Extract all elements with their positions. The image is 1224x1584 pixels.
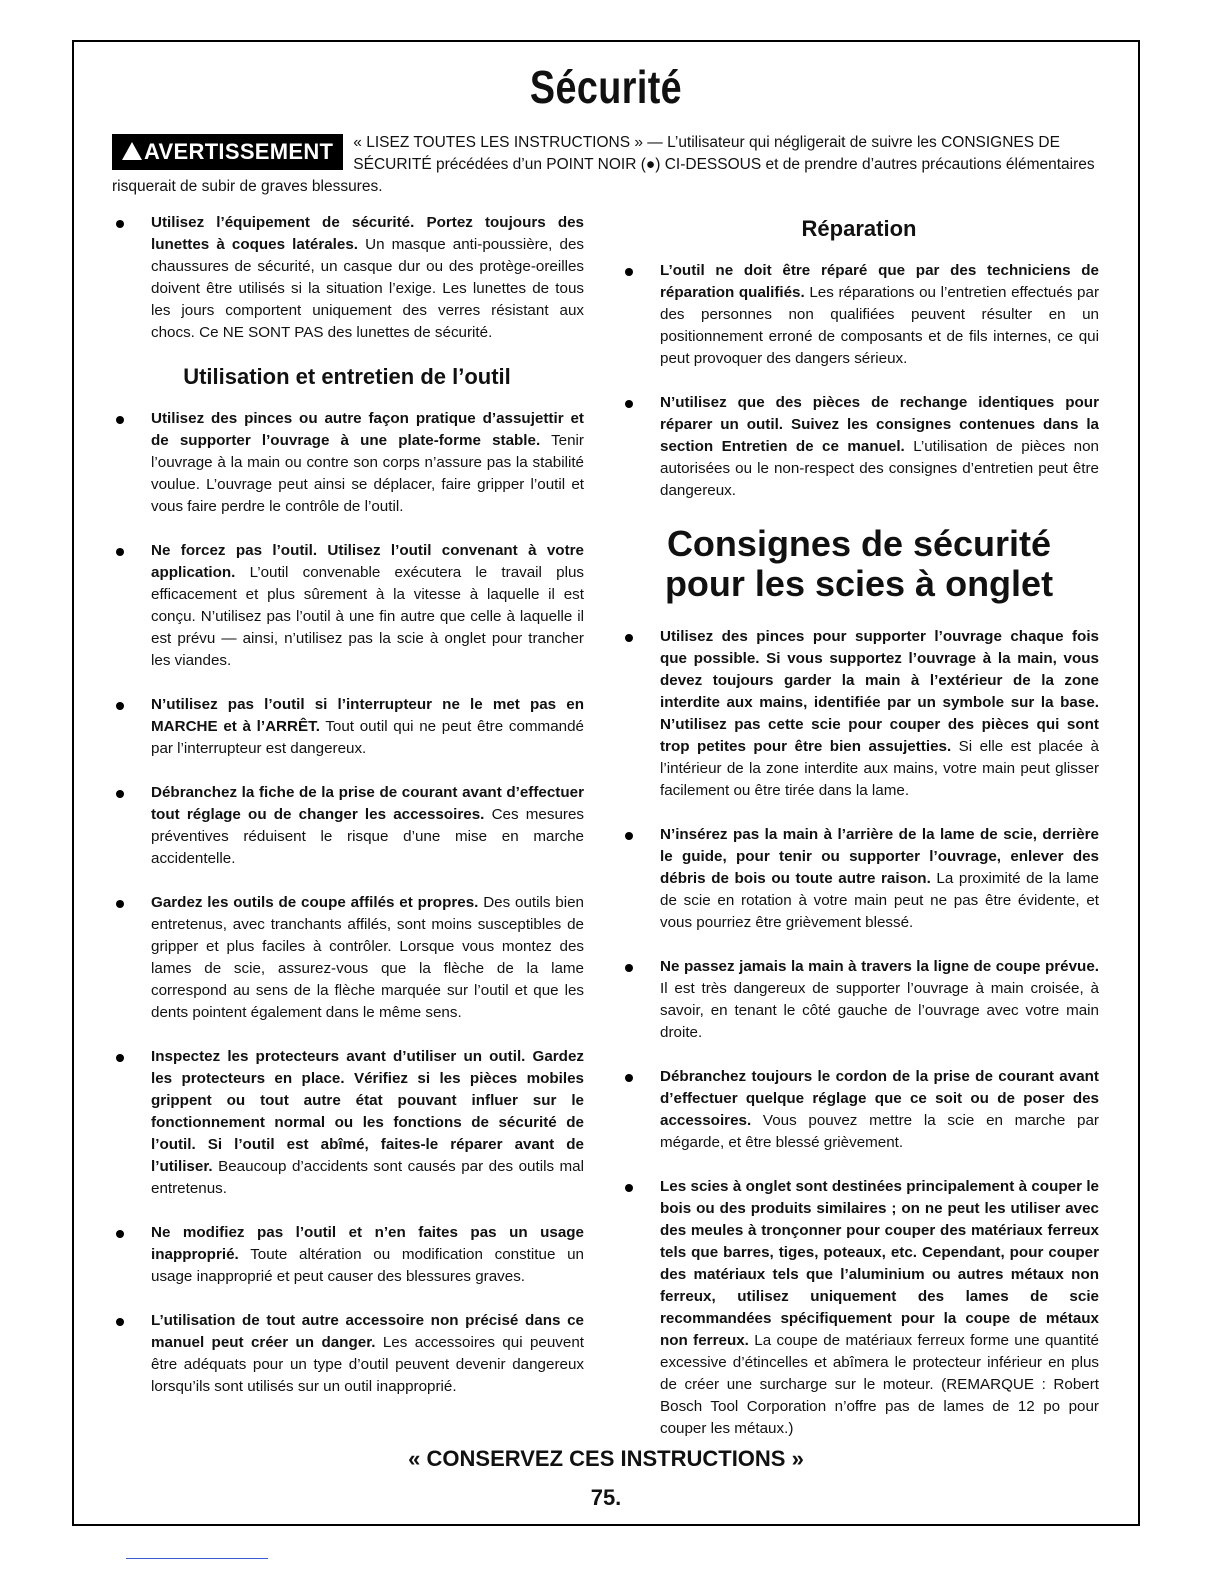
list-item: L’outil ne doit être réparé que par des techniciens de réparation qualifiés. Les réparations ou l’entretien effectués par des personnes non qualifiées peuvent résulter en un positionnement erroné de composants et de fils internes, ce qui peut provoquer des dangers sérieux. bbox=[619, 260, 1099, 370]
bottom-rule bbox=[126, 1558, 268, 1559]
list-item: N’utilisez que des pièces de rechange identiques pour réparer un outil. Suivez les consignes contenues dans la section Entretien de ce manuel. L’utilisation de pièces non autorisées ou le non-respect des consignes d’entretien peut être dangereux. bbox=[619, 392, 1099, 502]
list-item: Ne passez jamais la main à travers la ligne de coupe prévue. Il est très dangereux de supporter l’ouvrage à main croisée, à savoir, en tenant le côté gauche de l’ouvrage avec votre main droite. bbox=[619, 956, 1099, 1044]
page-number: 75. bbox=[590, 1485, 622, 1510]
list-item: Gardez les outils de coupe affilés et propres. Des outils bien entretenus, avec tranchants affilés, sont moins susceptibles de gripper et plus faciles à contrôler. Lorsque vous montez des lames de scie, assurez-vous que la flèche de la lame correspond au sens de la flèche marquée sur l’outil et que les dents pointent également dans le même sens. bbox=[110, 892, 584, 1024]
list-item: Inspectez les protecteurs avant d’utiliser un outil. Gardez les protecteurs en place. Vérifiez si les pièces mobiles grippent ou tout autre état pouvant influer sur le fonctionnement normal ou les fonctions de sécurité de l’outil. Si l’outil est abîmé, faites-le réparer avant de l’utiliser. Beaucoup d’accidents sont causés par des outils mal entretenus. bbox=[110, 1046, 584, 1200]
list-item: L’utilisation de tout autre accessoire non précisé dans ce manuel peut créer un danger. Les accessoires qui peuvent être adéquats pour un type d’outil peuvent devenir dangereux lorsqu’ils sont utilisés sur un outil inapproprié. bbox=[110, 1310, 584, 1398]
list-item: Utilisez des pinces pour supporter l’ouvrage chaque fois que possible. Si vous supportez l’ouvrage à la main, vous devez toujours garder la main à l’extérieur de la zone interdite aux mains, identifiée par un symbole sur la base. N’utilisez pas cette scie pour couper des pièces qui sont trop petites pour être bien assujetties. Si elle est placée à l’intérieur de la zone interdite aux mains, votre main peut glisser facilement ou être tirée dans la lame. bbox=[619, 626, 1099, 802]
list-item: Les scies à onglet sont destinées principalement à couper le bois ou des produits similaires ; on ne peut les utiliser avec des meules à tronçonner pour couper des matériaux ferreux tels que barres, tiges, poteaux, etc. Cependant, pour couper des matériaux tels que l’aluminium ou autres métaux non ferreux, utilisez uniquement des lames de scie recommandées spécifiquement pour la coupe de métaux non ferreux. La coupe de matériaux ferreux forme une quantité excessive d’étincelles et abîmera le protecteur inférieur en plus de créer une surcharge sur le moteur. (REMARQUE : Robert Bosch Tool Corporation n’offre pas de lames de 12 po pour couper les métaux.) bbox=[619, 1176, 1099, 1440]
list-item: Ne forcez pas l’outil. Utilisez l’outil convenant à votre application. L’outil convenable exécutera le travail plus efficacement et plus sûrement à la vitesse à laquelle il est conçu. N’utilisez pas l’outil à une fin autre que celle à laquelle il est prévu — ainsi, n’utilisez pas la scie à onglet pour trancher les viandes. bbox=[110, 540, 584, 672]
list-item: Utilisez des pinces ou autre façon pratique d’assujettir et de supporter l’ouvrage à une plate-forme stable. Tenir l’ouvrage à la main ou contre son corps n’assure pas la stabilité voulue. L’ouvrage peut ainsi se déplacer, faire gripper l’outil et vous faire perdre le contrôle de l’outil. bbox=[110, 408, 584, 518]
list-item: Débranchez la fiche de la prise de courant avant d’effectuer tout réglage ou de changer les accessoires. Ces mesures préventives réduisent le risque d’une mise en marche accidentelle. bbox=[110, 782, 584, 870]
list-item: N’insérez pas la main à l’arrière de la lame de scie, derrière le guide, pour tenir ou supporter l’ouvrage, enlever des débris de bois ou toute autre raison. La proximité de la lame de scie en rotation à votre main peut ne pas être évidente, et vous pourriez être grièvement blessé. bbox=[619, 824, 1099, 934]
page-title: Sécurité bbox=[529, 61, 683, 113]
list-item: Débranchez toujours le cordon de la prise de courant avant d’effectuer quelque réglage que ce soit ou de poser des accessoires. Vous pouvez mettre la scie en marche par mégarde, et être blessé grièvement. bbox=[619, 1066, 1099, 1154]
warning-badge bbox=[112, 134, 343, 170]
list-item: Ne modifiez pas l’outil et n’en faites pas un usage inapproprié. Toute altération ou modification constitue un usage inapproprié et peut causer des blessures graves. bbox=[110, 1222, 584, 1288]
warning-badge-label: AVERTISSEMENT bbox=[144, 139, 334, 164]
footer-note: « CONSERVEZ CES INSTRUCTIONS » bbox=[408, 1446, 804, 1471]
list-item: N’utilisez pas l’outil si l’interrupteur ne le met pas en MARCHE et à l’ARRÊT. Tout outil qui ne peut être commandé par l’interrupteur est dangereux. bbox=[110, 694, 584, 760]
page-frame bbox=[72, 40, 1140, 1526]
warning-text: « LISEZ TOUTES LES INSTRUCTIONS » — L’utilisateur qui négligerait de suivre les CONSIGNES DE SÉCURITÉ précédées d’un POINT NOIR (●) CI-DESSOUS et de prendre d’autres précautions élémentaires risquerait de subir de graves blessures. bbox=[112, 134, 1095, 195]
right-column bbox=[619, 212, 1099, 1462]
warning-triangle-icon bbox=[122, 142, 142, 160]
warning-block bbox=[112, 132, 1100, 198]
section-heading-miter-saw: Consignes de sécurité pour les scies à onglet bbox=[664, 523, 1054, 604]
section-heading-tool-use: Utilisation et entretien de l’outil bbox=[183, 364, 511, 389]
left-column bbox=[110, 212, 584, 1420]
section-heading-repair: Réparation bbox=[801, 216, 917, 241]
list-item: Utilisez l’équipement de sécurité. Portez toujours des lunettes à coques latérales. Un masque anti-poussière, des chaussures de sécurité, un casque dur ou des protège-oreilles doivent être utilisés si la situation l’exige. Les lunettes de tous les jours comportent uniquement des verres résistant aux chocs. Ce NE SONT PAS des lunettes de sécurité. bbox=[110, 212, 584, 344]
